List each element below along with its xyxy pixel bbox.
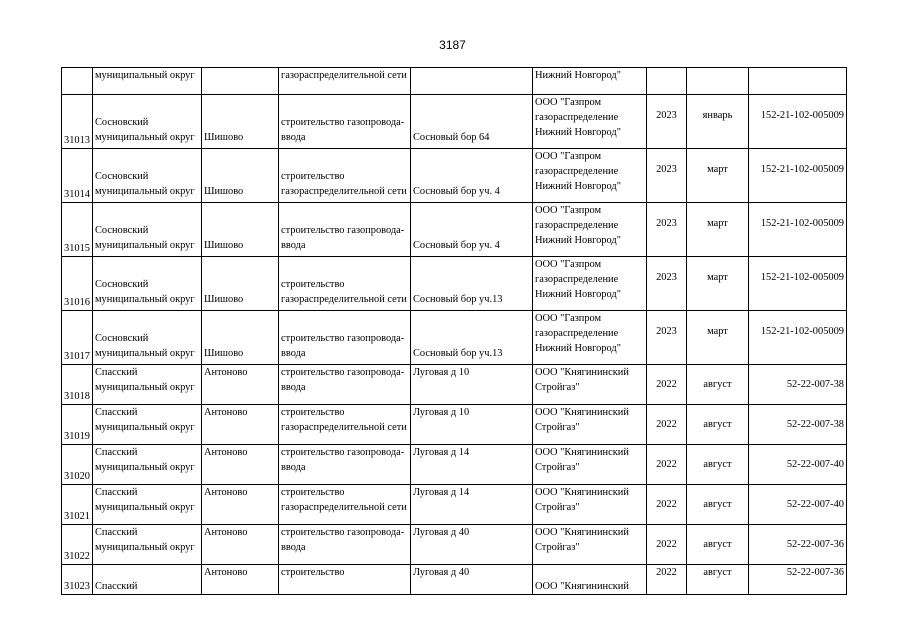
cell-month: март: [686, 257, 748, 311]
cell-work-type-line: газораспределительной сети: [280, 294, 407, 305]
cell-organization-line: Стройгаз": [534, 542, 580, 553]
cell-number: 31013: [62, 95, 93, 149]
cell-address: Луговая д 10: [410, 405, 532, 445]
cell-work-type-line: строительство газопровода-: [280, 367, 405, 378]
cell-organization-line: газораспределение: [534, 112, 619, 123]
cell-organization-line: Стройгаз": [534, 382, 580, 393]
cell-work-type-line: строительство газопровода-: [280, 527, 405, 538]
cell-work-type: [278, 149, 410, 203]
cell-work-type: [278, 445, 410, 485]
cell-work-type-line: ввода: [280, 240, 306, 251]
cell-organization: [532, 311, 646, 365]
cell-reg-number: 152-21-102-005009: [748, 203, 846, 257]
cell-year: 2023: [646, 149, 686, 203]
cell-work-type-line: ввода: [280, 542, 306, 553]
cell-month: август: [686, 525, 748, 565]
cell-reg-number: 52-22-007-40: [748, 485, 846, 525]
table-row: [62, 95, 847, 149]
cell-organization-line: ООО "Газпром: [534, 313, 602, 324]
cell-organization-line: ООО "Княгининский: [534, 581, 629, 592]
cell-district-line: муниципальный округ: [94, 382, 195, 393]
cell-district: [92, 405, 201, 445]
cell-work-type-line: строительство газопровода-: [280, 447, 405, 458]
cell-work-type: [278, 565, 410, 595]
cell-month: январь: [686, 95, 748, 149]
cell-organization-line: газораспределение: [534, 274, 619, 285]
cell-year: 2023: [646, 95, 686, 149]
cell-reg-number: 152-21-102-005009: [748, 311, 846, 365]
cell-year: 2022: [646, 365, 686, 405]
cell-organization-line: ООО "Княгининский: [534, 527, 629, 538]
cell-organization-line: газораспределение: [534, 220, 619, 231]
cell-address: Сосновый бор уч.13: [410, 311, 532, 365]
table-row: [62, 485, 847, 525]
cell-district: [92, 95, 201, 149]
cell-organization: [532, 405, 646, 445]
table-row: [62, 311, 847, 365]
cell-year: 2023: [646, 311, 686, 365]
cell-village: Антоново: [201, 525, 278, 565]
cell-organization-line: ООО "Газпром: [534, 151, 602, 162]
cell-district-line: Сосновский: [94, 333, 149, 344]
cell-district: [92, 311, 201, 365]
cell-work-type-line: ввода: [280, 132, 306, 143]
cell-month: март: [686, 311, 748, 365]
cell-work-type-line: газораспределительной сети: [280, 502, 407, 513]
cell-address: Сосновый бор уч. 4: [410, 203, 532, 257]
cell-reg-number: 52-22-007-40: [748, 445, 846, 485]
table-row-continuation: [62, 68, 847, 95]
cell-district-line: Сосновский: [94, 171, 149, 182]
cell-district-line: Спасский: [94, 487, 138, 498]
cell-district: [92, 485, 201, 525]
cell-number: 31014: [62, 149, 93, 203]
table-row: [62, 525, 847, 565]
cell-district-line: Сосновский: [94, 279, 149, 290]
cell-number: 31019: [62, 405, 93, 445]
cell-reg-number: 52-22-007-36: [748, 565, 846, 595]
cell-address: Луговая д 14: [410, 445, 532, 485]
cell-work-type: [278, 203, 410, 257]
cell-work-type-line: строительство: [280, 171, 345, 182]
cell-organization-line: Нижний Новгород": [534, 181, 621, 192]
cell-organization: [532, 445, 646, 485]
cell-number: 31022: [62, 525, 93, 565]
cell-work-type-line: ввода: [280, 462, 306, 473]
page-number: 3187: [439, 38, 466, 52]
cell-district: [92, 203, 201, 257]
cell-organization-line: Нижний Новгород": [534, 127, 621, 138]
cell-organization-line: ООО "Княгининский: [534, 487, 629, 498]
cell-village: Шишово: [201, 203, 278, 257]
cell-number: 31015: [62, 203, 93, 257]
cell-work-type-line: строительство газопровода-: [280, 333, 405, 344]
cell-year: 2022: [646, 565, 686, 595]
cell-organization: Нижний Новгород": [532, 68, 646, 95]
cell-district-line: муниципальный округ: [94, 542, 195, 553]
cell-district: [92, 565, 201, 595]
cell-work-type-line: строительство газопровода-: [280, 117, 405, 128]
cell-reg-number: 52-22-007-36: [748, 525, 846, 565]
cell-work-type-line: газораспределительной сети: [280, 422, 407, 433]
table-row: [62, 445, 847, 485]
cell-work-type-line: ввода: [280, 382, 306, 393]
cell-month: август: [686, 365, 748, 405]
cell-organization-line: ООО "Княгининский: [534, 407, 629, 418]
cell-district: муниципальный округ: [92, 68, 201, 95]
cell-address: Луговая д 40: [410, 525, 532, 565]
register-table: [61, 67, 847, 595]
cell-district-line: Спасский: [94, 527, 138, 538]
cell-number: [62, 68, 93, 95]
cell-work-type: [278, 257, 410, 311]
cell-number: 31016: [62, 257, 93, 311]
cell-work-type: [278, 95, 410, 149]
cell-district: [92, 149, 201, 203]
cell-reg-number: 52-22-007-38: [748, 365, 846, 405]
cell-year: 2023: [646, 203, 686, 257]
cell-organization-line: Нижний Новгород": [534, 343, 621, 354]
table-row: [62, 257, 847, 311]
cell-district-line: муниципальный округ: [94, 186, 195, 197]
cell-village: Шишово: [201, 311, 278, 365]
cell-year: 2022: [646, 445, 686, 485]
cell-number: 31017: [62, 311, 93, 365]
cell-month: март: [686, 203, 748, 257]
cell-work-type-line: газораспределительной сети: [280, 186, 407, 197]
cell-year: [646, 68, 686, 95]
cell-work-type: [278, 311, 410, 365]
cell-village: Шишово: [201, 149, 278, 203]
cell-district-line: муниципальный округ: [94, 132, 195, 143]
cell-district-line: муниципальный округ: [94, 294, 195, 305]
cell-village: Антоново: [201, 405, 278, 445]
cell-month: август: [686, 485, 748, 525]
cell-organization-line: Стройгаз": [534, 462, 580, 473]
cell-organization: [532, 95, 646, 149]
cell-district-line: Спасский: [94, 367, 138, 378]
cell-district: [92, 445, 201, 485]
cell-village: Антоново: [201, 445, 278, 485]
cell-organization-line: ООО "Газпром: [534, 259, 602, 270]
cell-month: [686, 68, 748, 95]
cell-organization-line: Нижний Новгород": [534, 235, 621, 246]
cell-month: август: [686, 445, 748, 485]
cell-organization-line: Нижний Новгород": [534, 289, 621, 300]
cell-work-type-line: строительство: [280, 487, 345, 498]
cell-month: август: [686, 405, 748, 445]
cell-year: 2022: [646, 405, 686, 445]
cell-village: Шишово: [201, 257, 278, 311]
cell-organization-line: Стройгаз": [534, 502, 580, 513]
cell-reg-number: [748, 68, 846, 95]
cell-organization: [532, 149, 646, 203]
register-table-body: [62, 68, 847, 595]
cell-district-line: муниципальный округ: [94, 422, 195, 433]
cell-district-line: Сосновский: [94, 117, 149, 128]
cell-district: [92, 525, 201, 565]
table-row: [62, 365, 847, 405]
cell-year: 2023: [646, 257, 686, 311]
cell-organization-line: ООО "Княгининский: [534, 447, 629, 458]
cell-organization: [532, 525, 646, 565]
cell-district: [92, 257, 201, 311]
cell-address: Луговая д 10: [410, 365, 532, 405]
cell-village: Антоново: [201, 565, 278, 595]
cell-district-line: муниципальный округ: [94, 462, 195, 473]
cell-number: 31023: [62, 565, 93, 595]
cell-district-line: муниципальный округ: [94, 348, 195, 359]
cell-address: Луговая д 40: [410, 565, 532, 595]
cell-organization-line: Стройгаз": [534, 422, 580, 433]
cell-organization-line: ООО "Газпром: [534, 97, 602, 108]
cell-organization-line: ООО "Княгининский: [534, 367, 629, 378]
cell-organization: [532, 365, 646, 405]
cell-address: [410, 68, 532, 95]
cell-organization: [532, 485, 646, 525]
cell-district: [92, 365, 201, 405]
cell-village: Шишово: [201, 95, 278, 149]
cell-address: Сосновый бор 64: [410, 95, 532, 149]
cell-number: 31018: [62, 365, 93, 405]
cell-work-type-line: ввода: [280, 348, 306, 359]
cell-village: Антоново: [201, 485, 278, 525]
cell-year: 2022: [646, 525, 686, 565]
cell-reg-number: 152-21-102-005009: [748, 149, 846, 203]
cell-organization-line: газораспределение: [534, 328, 619, 339]
cell-address: Сосновый бор уч. 4: [410, 149, 532, 203]
cell-district-line: Спасский: [94, 447, 138, 458]
cell-work-type-line: строительство: [280, 407, 345, 418]
cell-organization: [532, 257, 646, 311]
table-row: [62, 565, 847, 595]
cell-organization: [532, 203, 646, 257]
cell-district-line: Спасский: [94, 407, 138, 418]
cell-month: август: [686, 565, 748, 595]
cell-district-line: муниципальный округ: [94, 502, 195, 513]
cell-address: Луговая д 14: [410, 485, 532, 525]
cell-organization: [532, 565, 646, 595]
cell-work-type: [278, 525, 410, 565]
cell-organization-line: ООО "Газпром: [534, 205, 602, 216]
cell-reg-number: 152-21-102-005009: [748, 257, 846, 311]
cell-year: 2022: [646, 485, 686, 525]
cell-work-type-line: строительство: [280, 567, 345, 578]
cell-reg-number: 152-21-102-005009: [748, 95, 846, 149]
cell-village: Антоново: [201, 365, 278, 405]
cell-work-type-line: строительство газопровода-: [280, 225, 405, 236]
cell-number: 31021: [62, 485, 93, 525]
cell-work-type: [278, 405, 410, 445]
cell-address: Сосновый бор уч.13: [410, 257, 532, 311]
cell-work-type-line: строительство: [280, 279, 345, 290]
cell-reg-number: 52-22-007-38: [748, 405, 846, 445]
table-row: [62, 405, 847, 445]
cell-district-line: Спасский: [94, 581, 138, 592]
cell-work-type: газораспределительной сети: [278, 68, 410, 95]
cell-village: [201, 68, 278, 95]
cell-work-type: [278, 365, 410, 405]
cell-district-line: Сосновский: [94, 225, 149, 236]
table-row: [62, 149, 847, 203]
cell-district-line: муниципальный округ: [94, 240, 195, 251]
cell-month: март: [686, 149, 748, 203]
cell-organization-line: газораспределение: [534, 166, 619, 177]
cell-number: 31020: [62, 445, 93, 485]
table-row: [62, 203, 847, 257]
cell-work-type: [278, 485, 410, 525]
